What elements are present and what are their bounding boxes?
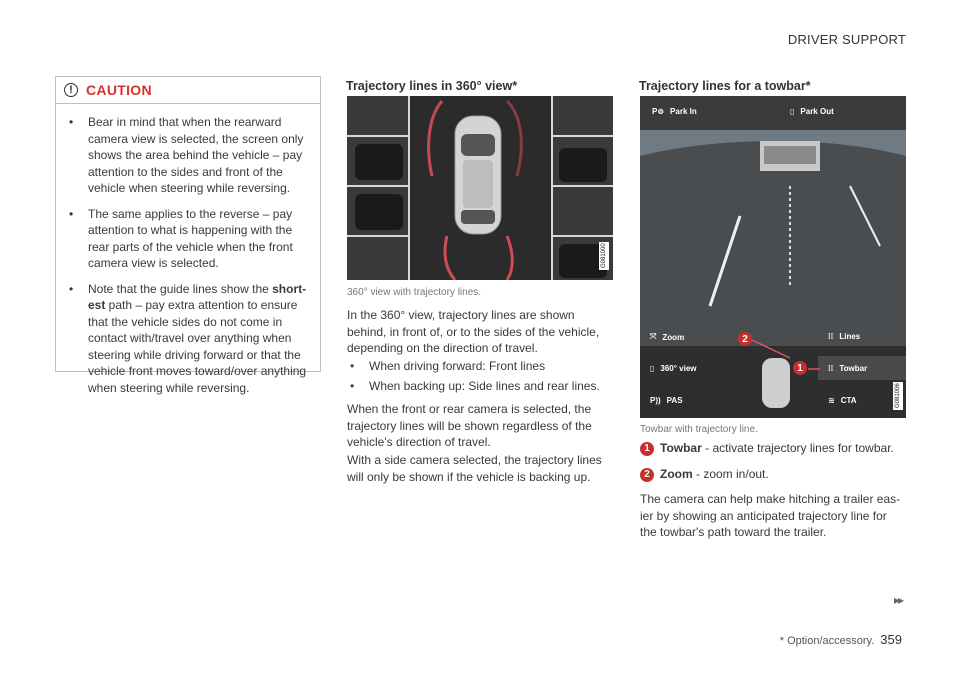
caution-item-text: Note that the guide lines show the bbox=[88, 281, 273, 296]
exclamation-icon: ! bbox=[64, 83, 78, 97]
bullet-item: • When driving forward: Front lines bbox=[347, 358, 609, 375]
caution-item-bold: short-est bbox=[88, 281, 307, 312]
caption-360: 360° view with trajectory lines. bbox=[347, 287, 482, 298]
towbar-icon: ⁞⁞ bbox=[828, 364, 834, 373]
legend-item bbox=[640, 440, 906, 457]
legend-term: Towbar bbox=[660, 441, 702, 455]
page-number: 359 bbox=[880, 632, 902, 647]
footnote: * Option/accessory. bbox=[779, 635, 875, 647]
caution-item: • The same applies to the reverse – pay attention to what is happening with the rear parts of the vehicle when the front camera view is selected. bbox=[66, 206, 310, 272]
towbar-label: Towbar bbox=[839, 364, 868, 373]
image-code: G081006 bbox=[895, 383, 901, 409]
section-heading-towbar: Trajectory lines for a towbar* bbox=[639, 79, 811, 93]
car-icon: ▯ bbox=[650, 364, 655, 373]
image-code: G081000 bbox=[601, 243, 607, 269]
parking-top-view bbox=[347, 96, 613, 280]
paragraph: When the front or rear camera is selected, the trajectory lines will be shown regardless of the vehicle's direction of travel. bbox=[347, 402, 592, 449]
illustration-towbar-screen bbox=[640, 96, 906, 418]
pas-label: PAS bbox=[666, 396, 683, 405]
caution-title-bar bbox=[56, 77, 320, 104]
caution-item bbox=[66, 281, 310, 397]
paragraph: The camera can help make hitching a trailer eas-ier by showing an anticipated trajectory line for the towbar's path toward the trailer. bbox=[640, 492, 901, 539]
caution-title: CAUTION bbox=[86, 82, 152, 98]
callout-1: 1 bbox=[793, 361, 807, 375]
section-heading-360: Trajectory lines in 360° view* bbox=[346, 79, 518, 93]
caution-list bbox=[56, 114, 320, 396]
lines-label: Lines bbox=[839, 332, 861, 341]
bullet-item: • When backing up: Side lines and rear lines. bbox=[347, 378, 629, 395]
section-header: DRIVER SUPPORT bbox=[787, 32, 906, 47]
park-out-label: Park Out bbox=[800, 107, 834, 116]
caution-item: • Bear in mind that when the rearward camera view is selected, the screen only shows the area behind the vehicle – pay attention to the sides and front of the vehicle when steering while reversing. bbox=[66, 114, 310, 197]
zoom-icon: ⤧ bbox=[650, 332, 657, 341]
caution-box bbox=[55, 76, 321, 395]
paragraph: In the 360° view, trajectory lines are shown behind, in front of, or to the sides of the vehicle, depending on the direction of travel. bbox=[347, 308, 600, 355]
legend-number: 2 bbox=[640, 468, 654, 482]
continue-icon: ▸▸ bbox=[893, 593, 902, 607]
callout-2: 2 bbox=[738, 332, 752, 346]
paragraph: With a side camera selected, the trajectory lines will only be shown if the vehicle is backing up. bbox=[347, 453, 602, 484]
park-in-icon: P⊜ bbox=[652, 107, 665, 116]
caption-towbar: Towbar with trajectory line. bbox=[640, 424, 758, 435]
legend-item bbox=[640, 466, 906, 483]
caution-item-text: path – pay extra attention to ensure that the vehicle sides do not come in contact with/travel over anything when steering while driving forward or that the vehicle front moves toward/over anything when steering while reversing. bbox=[88, 298, 307, 395]
legend-term: Zoom bbox=[660, 467, 693, 481]
park-out-icon: ▯ bbox=[790, 107, 795, 116]
cta-icon: ≋ bbox=[828, 396, 835, 405]
legend-number: 1 bbox=[640, 442, 654, 456]
pas-icon: P)) bbox=[650, 396, 661, 405]
legend-desc: - activate trajectory lines for towbar. bbox=[701, 441, 894, 455]
callout-lines bbox=[640, 96, 906, 418]
park-in-label: Park In bbox=[670, 107, 697, 116]
legend-desc: - zoom in/out. bbox=[692, 467, 769, 481]
zoom-label: Zoom bbox=[662, 332, 685, 342]
footer bbox=[780, 632, 902, 647]
illustration-360-view bbox=[347, 96, 613, 280]
lines-icon: ⁞⁞ bbox=[828, 332, 834, 341]
cta-label: CTA bbox=[840, 396, 857, 405]
360-view-label: 360° view bbox=[660, 364, 697, 373]
